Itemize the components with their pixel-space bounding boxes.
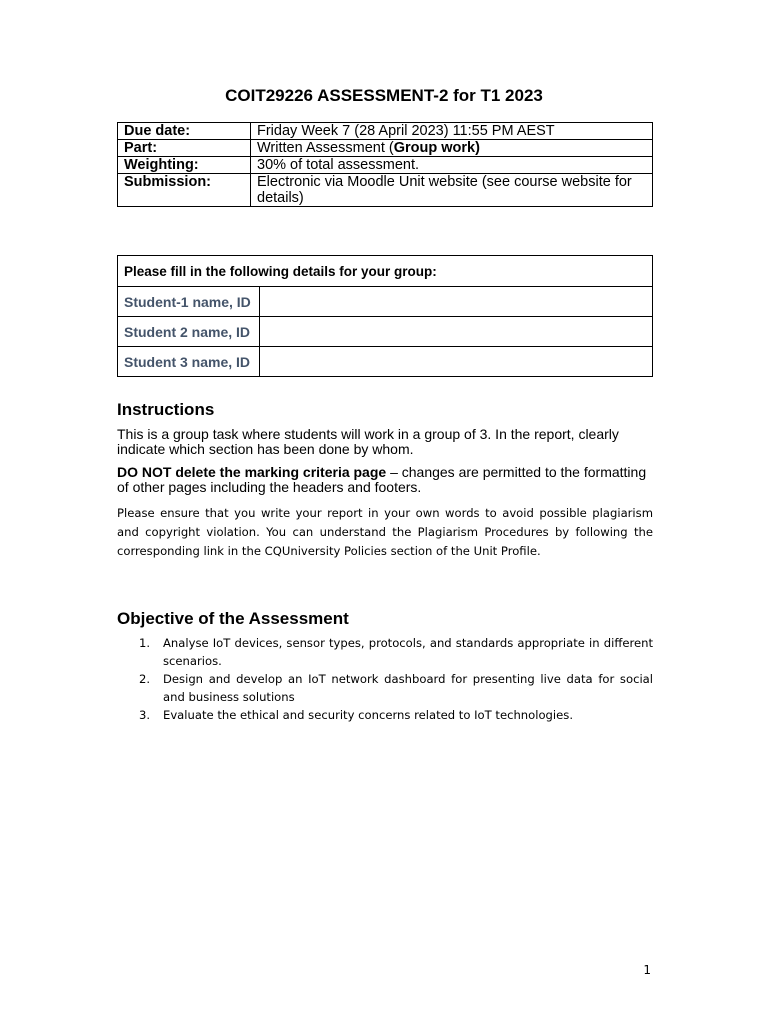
student-2-label: Student 2 name, ID (118, 317, 260, 347)
info-row-due-date (118, 123, 653, 140)
objective-number: 2. (139, 672, 151, 686)
info-row-weighting (118, 157, 653, 174)
info-row-part (118, 140, 653, 157)
student-row (118, 347, 653, 377)
group-table-header-row (118, 256, 653, 287)
instructions-heading: Instructions (117, 400, 215, 419)
student-2-field[interactable] (260, 317, 653, 347)
objective-text: Design and develop an IoT network dashboard for presenting live data for social and business solutions (163, 672, 653, 704)
instructions-paragraph-3: Please ensure that you write your report in your own words to avoid possible plagiarism and copyright violation. You can understand the Plagiarism Procedures by following the corresponding link in the CQUniversity Policies section of the Unit Profile. (117, 506, 653, 558)
student-1-field[interactable] (260, 287, 653, 317)
student-row (118, 317, 653, 347)
objective-item (117, 670, 653, 706)
info-value: Electronic via Moodle Unit website (see course website for details) (251, 174, 653, 207)
assessment-info-table (117, 122, 653, 207)
objective-item (117, 706, 653, 724)
student-1-label: Student-1 name, ID (118, 287, 260, 317)
info-value-text: Written Assessment ( (257, 140, 394, 156)
info-label: Due date: (118, 123, 251, 140)
student-3-label: Student 3 name, ID (118, 347, 260, 377)
student-row (118, 287, 653, 317)
info-value: 30% of total assessment. (251, 157, 653, 174)
objective-text: Analyse IoT devices, sensor types, protocols, and standards appropriate in different scenarios. (163, 636, 653, 668)
group-details-table (117, 255, 653, 377)
instructions-bold-text: DO NOT delete the marking criteria page (117, 464, 387, 480)
instructions-paragraph-2 (117, 465, 653, 495)
objective-list (117, 634, 653, 724)
student-3-field[interactable] (260, 347, 653, 377)
objective-heading: Objective of the Assessment (117, 609, 349, 628)
objective-number: 3. (139, 708, 151, 722)
info-value: Friday Week 7 (28 April 2023) 11:55 PM AEST (251, 123, 653, 140)
page-title: COIT29226 ASSESSMENT-2 for T1 2023 (225, 86, 543, 105)
instructions-text: – changes are permitted to the formatting of other pages including the headers and footers. (117, 464, 647, 495)
info-value (251, 140, 653, 157)
instructions-paragraph-1: This is a group task where students will work in a group of 3. In the report, clearly indicate which section has been done by whom. (117, 426, 619, 457)
page-number: 1 (643, 963, 651, 977)
group-table-header: Please fill in the following details for your group: (118, 256, 653, 287)
info-row-submission (118, 174, 653, 207)
info-label: Part: (118, 140, 251, 157)
objective-number: 1. (139, 636, 151, 650)
info-label: Weighting: (118, 157, 251, 174)
info-label: Submission: (118, 174, 251, 207)
objective-text: Evaluate the ethical and security concerns related to IoT technologies. (163, 708, 573, 722)
objective-item (117, 634, 653, 670)
info-value-bold: Group work) (393, 140, 480, 156)
